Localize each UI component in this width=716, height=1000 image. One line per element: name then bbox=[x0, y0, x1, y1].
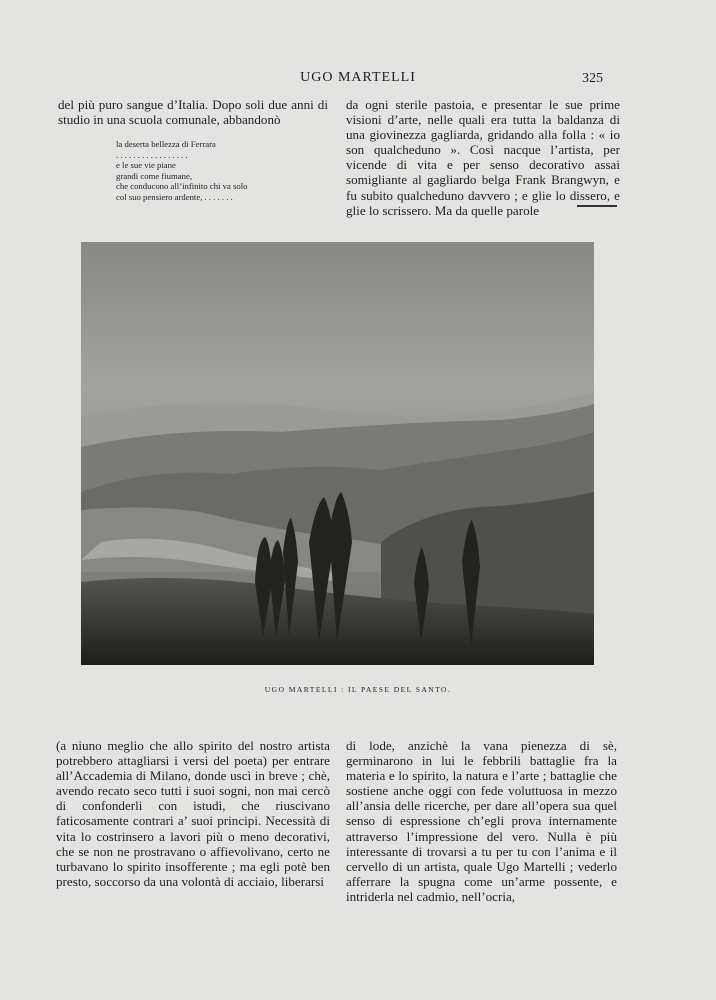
short-rule bbox=[577, 205, 617, 207]
text-column-bottom-right bbox=[346, 738, 617, 904]
paragraph: del più puro sangue d’Italia. Dopo soli due anni di studio in una scuola comunale, abbandonò bbox=[58, 97, 328, 128]
paragraph: di lode, anzichè la vana pienezza di sè, germinarono in lui le febbrili battaglie fra la materia e lo spirito, la natura e l’arte ; battaglie che sostiene anche oggi con fede voluttuosa in mezzo all’ansia delle ricerche, per dare all’opera sua quel senso di espressione ch’egli prova internamente attraverso l’impressione del vero. Nulla è più interessante di trovarsi a tu per tu con l’anima e il cervello di un artista, quale Ugo Martelli ; vederlo afferrare la spugna come un’arme possente, e intriderla nel cadmio, nell’ocria, bbox=[346, 738, 617, 904]
figure-caption: UGO MARTELLI : IL PAESE DEL SANTO. bbox=[264, 685, 452, 694]
text-column-top-right bbox=[346, 97, 620, 218]
running-head bbox=[0, 70, 716, 90]
landscape-plate bbox=[81, 242, 594, 665]
paragraph: da ogni sterile pastoia, e presentar le sue prime visioni d’arte, nelle quali era tutta la baldanza di una giovinezza gagliarda, gridando alla folla : « io son qualcheduno ». Così nacque l’artista, per vicende di vita e per senso decorativo assai somigliante al gagliardo belga Frank Brangwyn, e fu subito qualcheduno davvero ; e glie lo dissero, e glie lo scrissero. Ma da quelle parole bbox=[346, 97, 620, 218]
paragraph: (a niuno meglio che allo spirito del nostro artista potrebbero attagliarsi i versi del poeta) per entrare all’Accademia di Milano, donde uscì in breve ; chè, avendo recato seco tutti i suoi sogni, non mai cercò di confonderli con istudi, che riuscivano faticosamente contrari a’ suoi principi. Necessità di vita lo costrinsero a lavori più o meno decorativi, che se non ne prostravano o affievolivano, certo ne turbavano lo spirito insofferente ; ma egli potè ben presto, soccorso da una volontà di acciaio, liberarsi bbox=[56, 738, 330, 889]
verse-line: e le sue vie piane bbox=[116, 160, 176, 171]
running-title: UGO MARTELLI bbox=[300, 70, 416, 85]
verse-quote bbox=[116, 139, 328, 202]
verse-line: col suo pensiero ardente, . . . . . . . bbox=[116, 191, 233, 202]
verse-line: grandi come fiumane, bbox=[116, 170, 192, 181]
landscape-illustration bbox=[81, 242, 594, 665]
verse-line: che conducono all’infinito chi va solo bbox=[116, 181, 248, 192]
text-column-top-left bbox=[58, 97, 328, 202]
verse-line: la deserta bellezza di Ferrara bbox=[116, 139, 216, 150]
verse-ellipsis: . . . . . . . . . . . . . . . . . bbox=[116, 149, 188, 160]
text-column-bottom-left bbox=[56, 738, 330, 889]
page-number: 325 bbox=[582, 71, 603, 86]
